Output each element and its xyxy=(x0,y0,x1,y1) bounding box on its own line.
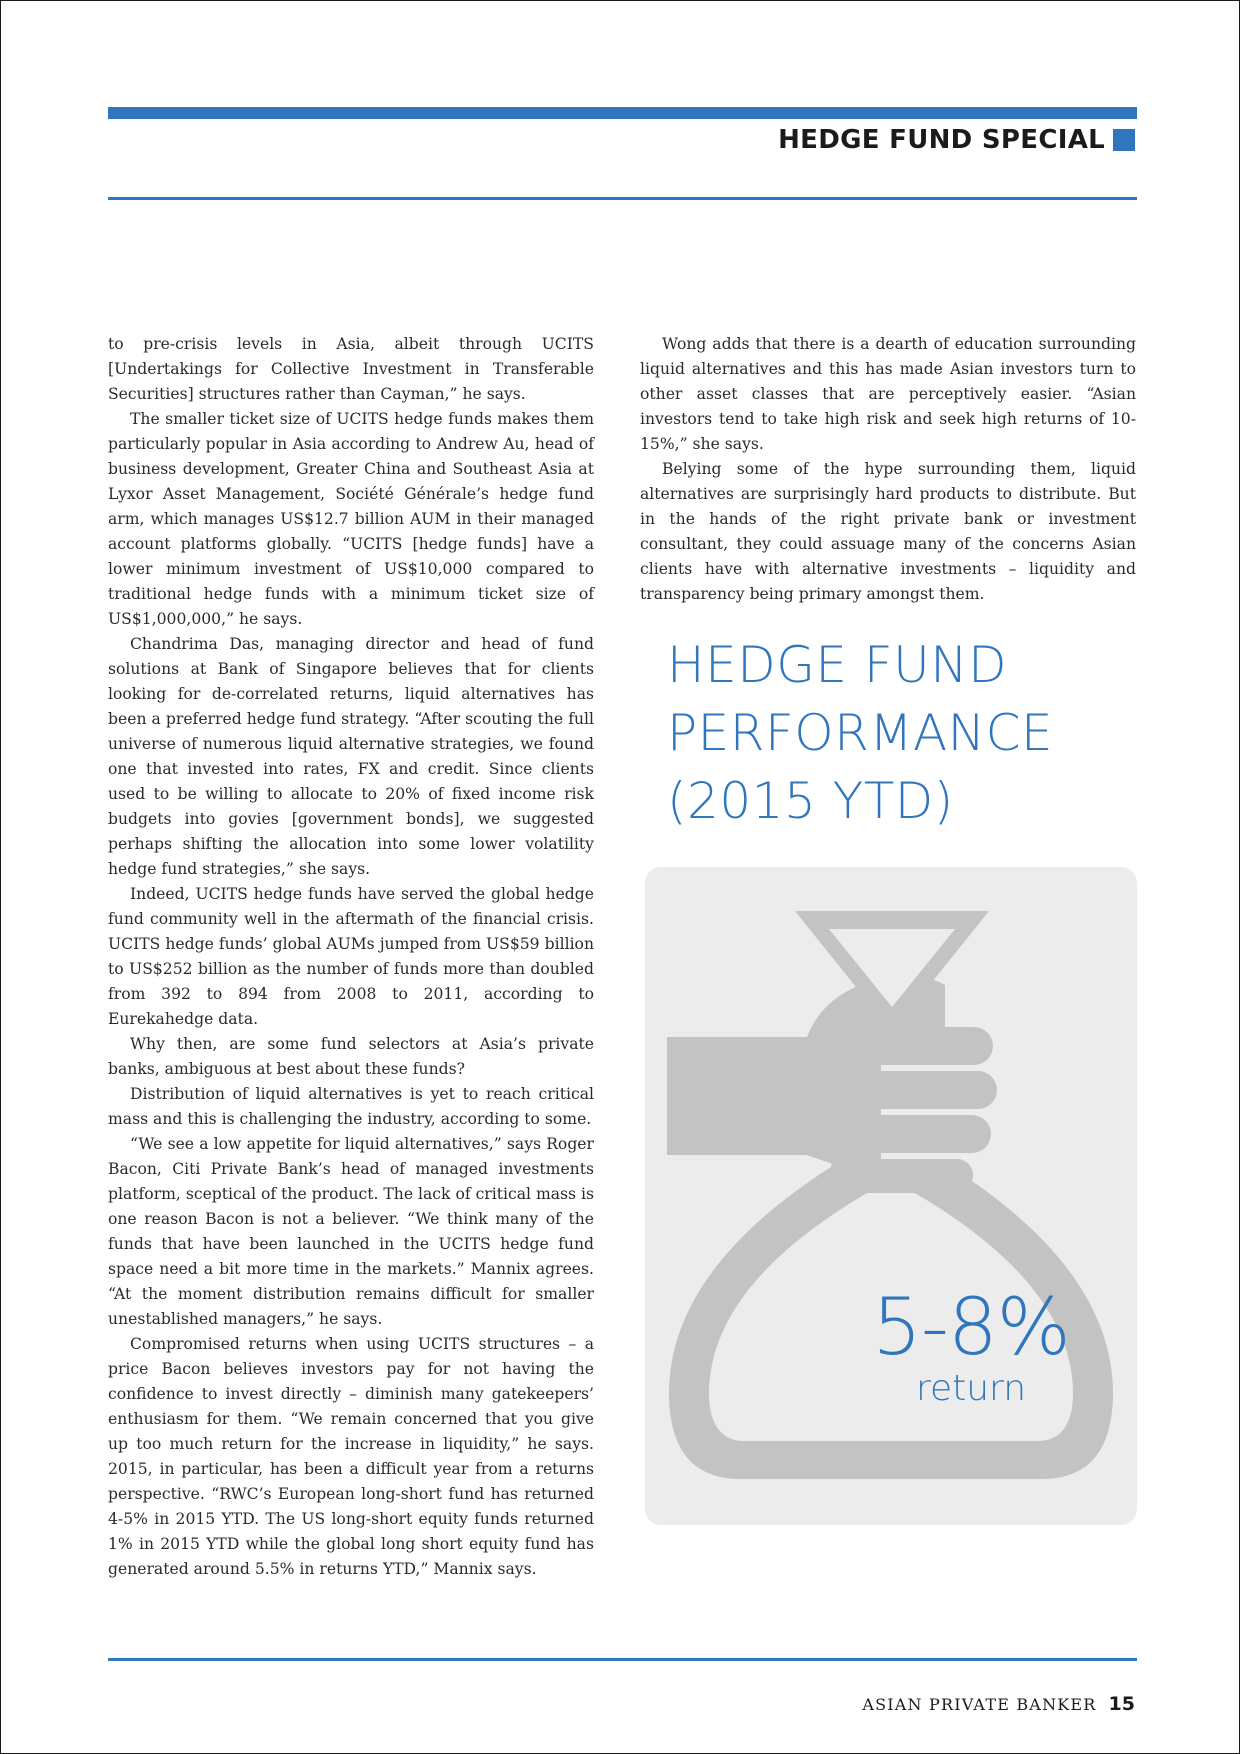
section-title-text: HEDGE FUND SPECIAL xyxy=(778,125,1105,155)
article-paragraph: Indeed, UCITS hedge funds have served the global hedge fund community well in the aftermath of the financial crisis. UCITS hedge funds’ global AUMs jumped from US$59 billion to US$252 billion as the number of funds more than doubled from 392 to 894 from 2008 to 2011, according to Eurekahedge data. xyxy=(108,885,594,1028)
article-paragraph: Distribution of liquid alternatives is yet to reach critical mass and this is challenging the industry, according to some. xyxy=(108,1085,594,1128)
infographic-panel xyxy=(645,867,1137,1525)
infographic-title xyxy=(667,631,1127,835)
article-paragraph: “We see a low appetite for liquid alternatives,” says Roger Bacon, Citi Private Bank’s head of managed investments platform, sceptical of the product. The lack of critical mass is one reason Bacon is not a believer. “We think many of the funds that have been launched in the UCITS hedge fund space need a bit more time in the markets.” Mannix agrees. “At the moment distribution remains difficult for smaller unestablished managers,” he says. xyxy=(108,1135,595,1328)
article-paragraph: The smaller ticket size of UCITS hedge funds makes them particularly popular in Asia according to Andrew Au, head of business development, Greater China and Southeast Asia at Lyxor Asset Management, Société Générale’s hedge fund arm, which manages US$12.7 billion AUM in their managed account platforms globally. “UCITS [hedge funds] have a lower minimum investment of US$10,000 compared to traditional hedge funds with a minimum ticket size of US$1,000,000,” he says. xyxy=(108,410,594,628)
money-bag-in-hand-icon xyxy=(645,867,1137,1525)
infographic-title-line: (2015 YTD) xyxy=(667,772,954,830)
footer xyxy=(862,1693,1135,1715)
article-paragraph: Chandrima Das, managing director and head of fund solutions at Bank of Singapore believes that for clients looking for de-correlated returns, liquid alternatives has been a preferred hedge fund strategy. “After scouting the full universe of numerous liquid alternative strategies, we found one that invested into rates, FX and credit. Since clients used to be willing to allocate to 20% of fixed income risk budgets into govies [government bonds], we suggested perhaps shifting the allocation into some lower volatility hedge fund strategies,” she says. xyxy=(108,635,594,878)
article-paragraph: Compromised returns when using UCITS structures – a price Bacon believes investors pay for not having the confidence to invest directly – diminish many gatekeepers’ enthusiasm for them. “We remain concerned that you give up too much return for the increase in liquidity,” he says. 2015, in particular, has been a difficult year from a returns perspective. “RWC’s European long-short fund has returned 4-5% in 2015 YTD. The US long-short equity funds returned 1% in 2015 YTD while the global long short equity fund has generated around 5.5% in returns YTD,” Mannix says. xyxy=(108,1335,594,1578)
footer-publication: ASIAN PRIVATE BANKER xyxy=(862,1695,1097,1714)
article-left-column xyxy=(108,332,594,1582)
article-paragraph: Belying some of the hype surrounding them, liquid alternatives are surprisingly hard products to distribute. But in the hands of the right private bank or investment consultant, they could assuage many of the concerns Asian clients have with alternative investments – liquidity and transparency being primary amongst them. xyxy=(640,460,1136,603)
stat-label: return xyxy=(915,1368,1027,1409)
article-right-column xyxy=(640,332,1136,607)
article-paragraph: Wong adds that there is a dearth of education surrounding liquid alternatives and this has made Asian investors turn to other asset classes that are perceptively easier. “Asian investors tend to take high risk and seek high returns of 10-15%,” she says. xyxy=(640,335,1136,453)
section-title xyxy=(778,125,1135,155)
header-rule-thick xyxy=(108,107,1137,119)
article-paragraph: Why then, are some fund selectors at Asia’s private banks, ambiguous at best about these funds? xyxy=(108,1035,594,1078)
footer-rule xyxy=(108,1658,1137,1661)
page-number: 15 xyxy=(1108,1693,1135,1715)
stat-value: 5-8% xyxy=(872,1283,1070,1373)
infographic-title-line: HEDGE FUND xyxy=(667,636,1008,694)
infographic-title-line: PERFORMANCE xyxy=(667,704,1054,762)
header-rule-thin xyxy=(108,197,1137,200)
blue-square-icon xyxy=(1113,129,1135,151)
article-paragraph: to pre-crisis levels in Asia, albeit through UCITS [Undertakings for Collective Investment in Transferable Securities] structures rather than Cayman,” he says. xyxy=(108,335,594,403)
